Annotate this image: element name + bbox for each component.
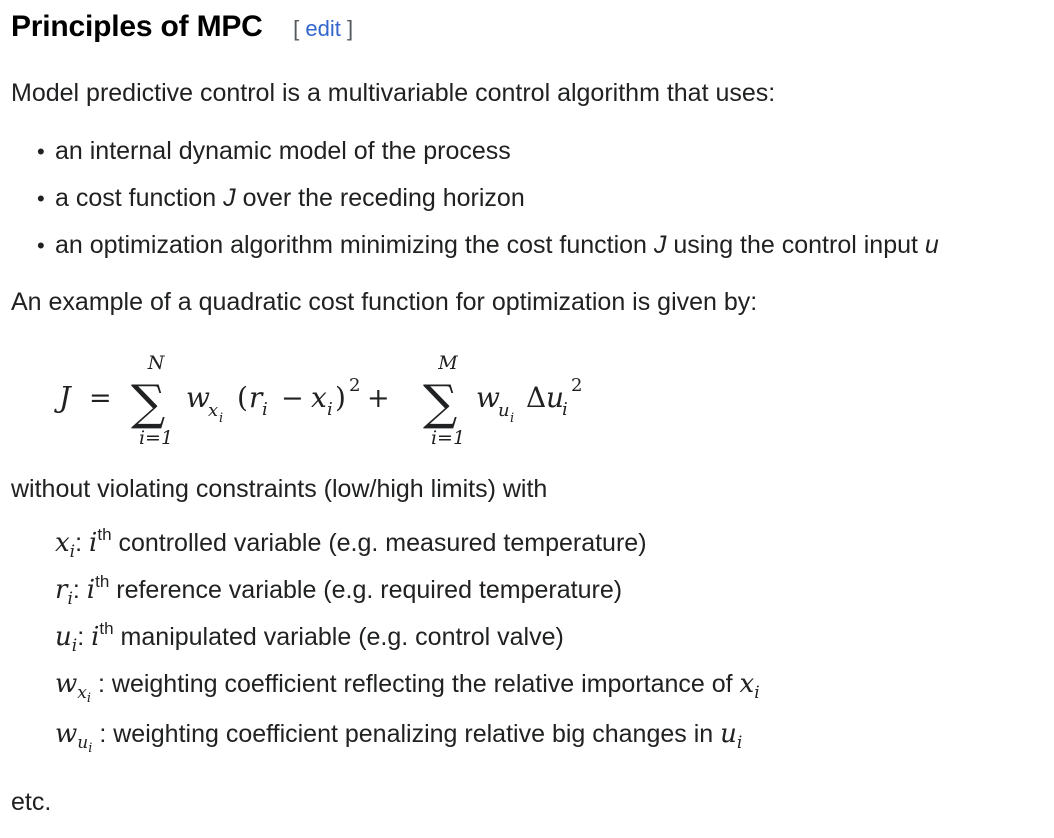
formula-u-squared: 2 bbox=[571, 375, 583, 396]
def-symbol: x bbox=[55, 528, 70, 558]
bullet-text: a cost function bbox=[55, 184, 224, 212]
def-th: th bbox=[95, 572, 110, 591]
bullet-icon: • bbox=[37, 186, 45, 211]
bullet-text-tail: using the control input bbox=[666, 231, 925, 259]
formula-w-subsub: i bbox=[219, 411, 224, 426]
section-heading-row bbox=[11, 10, 353, 50]
def-symbol: r bbox=[55, 575, 68, 605]
formula-open-paren: ( bbox=[237, 381, 248, 414]
def-tail-symbol: u bbox=[720, 719, 737, 749]
def-th: th bbox=[97, 525, 112, 544]
formula-x-sub: i bbox=[327, 399, 333, 420]
list-item bbox=[37, 180, 939, 227]
formula-w2: w bbox=[476, 381, 500, 414]
list-item bbox=[37, 133, 939, 180]
sum1-upper: N bbox=[147, 352, 165, 374]
def-tail-sub: i bbox=[754, 683, 760, 703]
formula-plus: + bbox=[367, 383, 390, 414]
def-ith: i bbox=[89, 528, 98, 558]
list-item bbox=[37, 227, 939, 274]
closing-text: etc. bbox=[11, 788, 52, 816]
def-tail-symbol: x bbox=[739, 669, 755, 699]
formula-w2-sub: u bbox=[498, 400, 510, 421]
def-symbol-sub: i bbox=[69, 542, 76, 562]
definition-list bbox=[55, 525, 760, 769]
list-item bbox=[55, 572, 760, 622]
formula-r-sub: i bbox=[262, 399, 268, 420]
def-tail-sub: i bbox=[736, 733, 743, 753]
section-title: Principles of MPC bbox=[11, 10, 263, 43]
example-paragraph: An example of a quadratic cost function for optimization is given by: bbox=[11, 288, 758, 316]
bullet-list bbox=[37, 133, 939, 274]
variable-u: u bbox=[924, 231, 939, 259]
bullet-icon: • bbox=[37, 233, 45, 258]
bullet-icon: • bbox=[37, 139, 45, 164]
formula-r: r bbox=[249, 381, 263, 414]
formula-w: w bbox=[186, 381, 210, 414]
def-symbol-sub: i bbox=[71, 636, 78, 656]
list-item bbox=[55, 525, 760, 575]
def-th: th bbox=[99, 619, 114, 638]
intro-paragraph: Model predictive control is a multivariable control algorithm that uses: bbox=[11, 79, 776, 107]
edit-bracket-close: ] bbox=[346, 16, 354, 41]
formula-delta: Δ bbox=[526, 381, 547, 414]
constraints-paragraph: without violating constraints (low/high limits) with bbox=[11, 475, 548, 503]
def-symbol-sub: i bbox=[67, 589, 73, 609]
formula-equals: = bbox=[89, 383, 112, 414]
formula-u-sub: i bbox=[562, 399, 568, 420]
formula-squared: 2 bbox=[349, 375, 361, 396]
def-symbol: u bbox=[55, 622, 72, 652]
variable-j: J bbox=[223, 184, 236, 212]
def-text: manipulated variable (e.g. control valve) bbox=[113, 623, 564, 651]
sum2-lower: i=1 bbox=[430, 427, 466, 449]
variable-j: J bbox=[653, 231, 667, 259]
cost-function-formula bbox=[59, 340, 619, 450]
def-text: controlled variable (e.g. measured temperature) bbox=[111, 529, 647, 557]
def-symbol-sub: u bbox=[77, 733, 89, 753]
def-colon: : bbox=[77, 623, 85, 651]
def-text: weighting coefficient reflecting the relative importance of bbox=[104, 670, 740, 698]
sum2-sigma: ∑ bbox=[423, 375, 458, 431]
bullet-text-tail: over the receding horizon bbox=[235, 184, 525, 212]
list-item bbox=[55, 719, 760, 769]
edit-link[interactable]: edit bbox=[305, 16, 341, 41]
formula-u: u bbox=[546, 381, 565, 414]
list-item bbox=[55, 619, 760, 669]
list-item bbox=[55, 669, 760, 719]
def-text: weighting coefficient penalizing relative big changes in bbox=[106, 720, 721, 748]
bullet-text: an optimization algorithm minimizing the cost function bbox=[55, 231, 654, 259]
def-symbol-subsub: i bbox=[86, 691, 92, 706]
sum1-sigma: ∑ bbox=[131, 375, 166, 431]
formula-w-sub: x bbox=[208, 400, 219, 421]
formula-close-paren: ) bbox=[335, 381, 346, 414]
formula-x: x bbox=[311, 381, 327, 414]
edit-section-control bbox=[293, 16, 353, 42]
def-colon: : bbox=[99, 720, 107, 748]
def-colon: : bbox=[72, 576, 80, 604]
def-symbol-sub: x bbox=[77, 683, 87, 703]
def-symbol-subsub: i bbox=[88, 741, 93, 756]
formula-j: J bbox=[59, 380, 71, 414]
def-symbol: w bbox=[55, 669, 78, 699]
bullet-text: an internal dynamic model of the process bbox=[55, 137, 511, 165]
def-text: reference variable (e.g. required temperature) bbox=[109, 576, 623, 604]
def-symbol: w bbox=[55, 719, 78, 749]
formula-minus: − bbox=[281, 383, 304, 414]
edit-bracket-open: [ bbox=[293, 16, 300, 41]
sum2-upper: M bbox=[438, 352, 458, 374]
sum1-lower: i=1 bbox=[138, 427, 174, 449]
def-colon: : bbox=[97, 670, 105, 698]
formula-w2-subsub: i bbox=[510, 411, 515, 426]
def-ith: i bbox=[91, 622, 100, 652]
def-ith: i bbox=[86, 575, 96, 605]
def-colon: : bbox=[75, 529, 83, 557]
